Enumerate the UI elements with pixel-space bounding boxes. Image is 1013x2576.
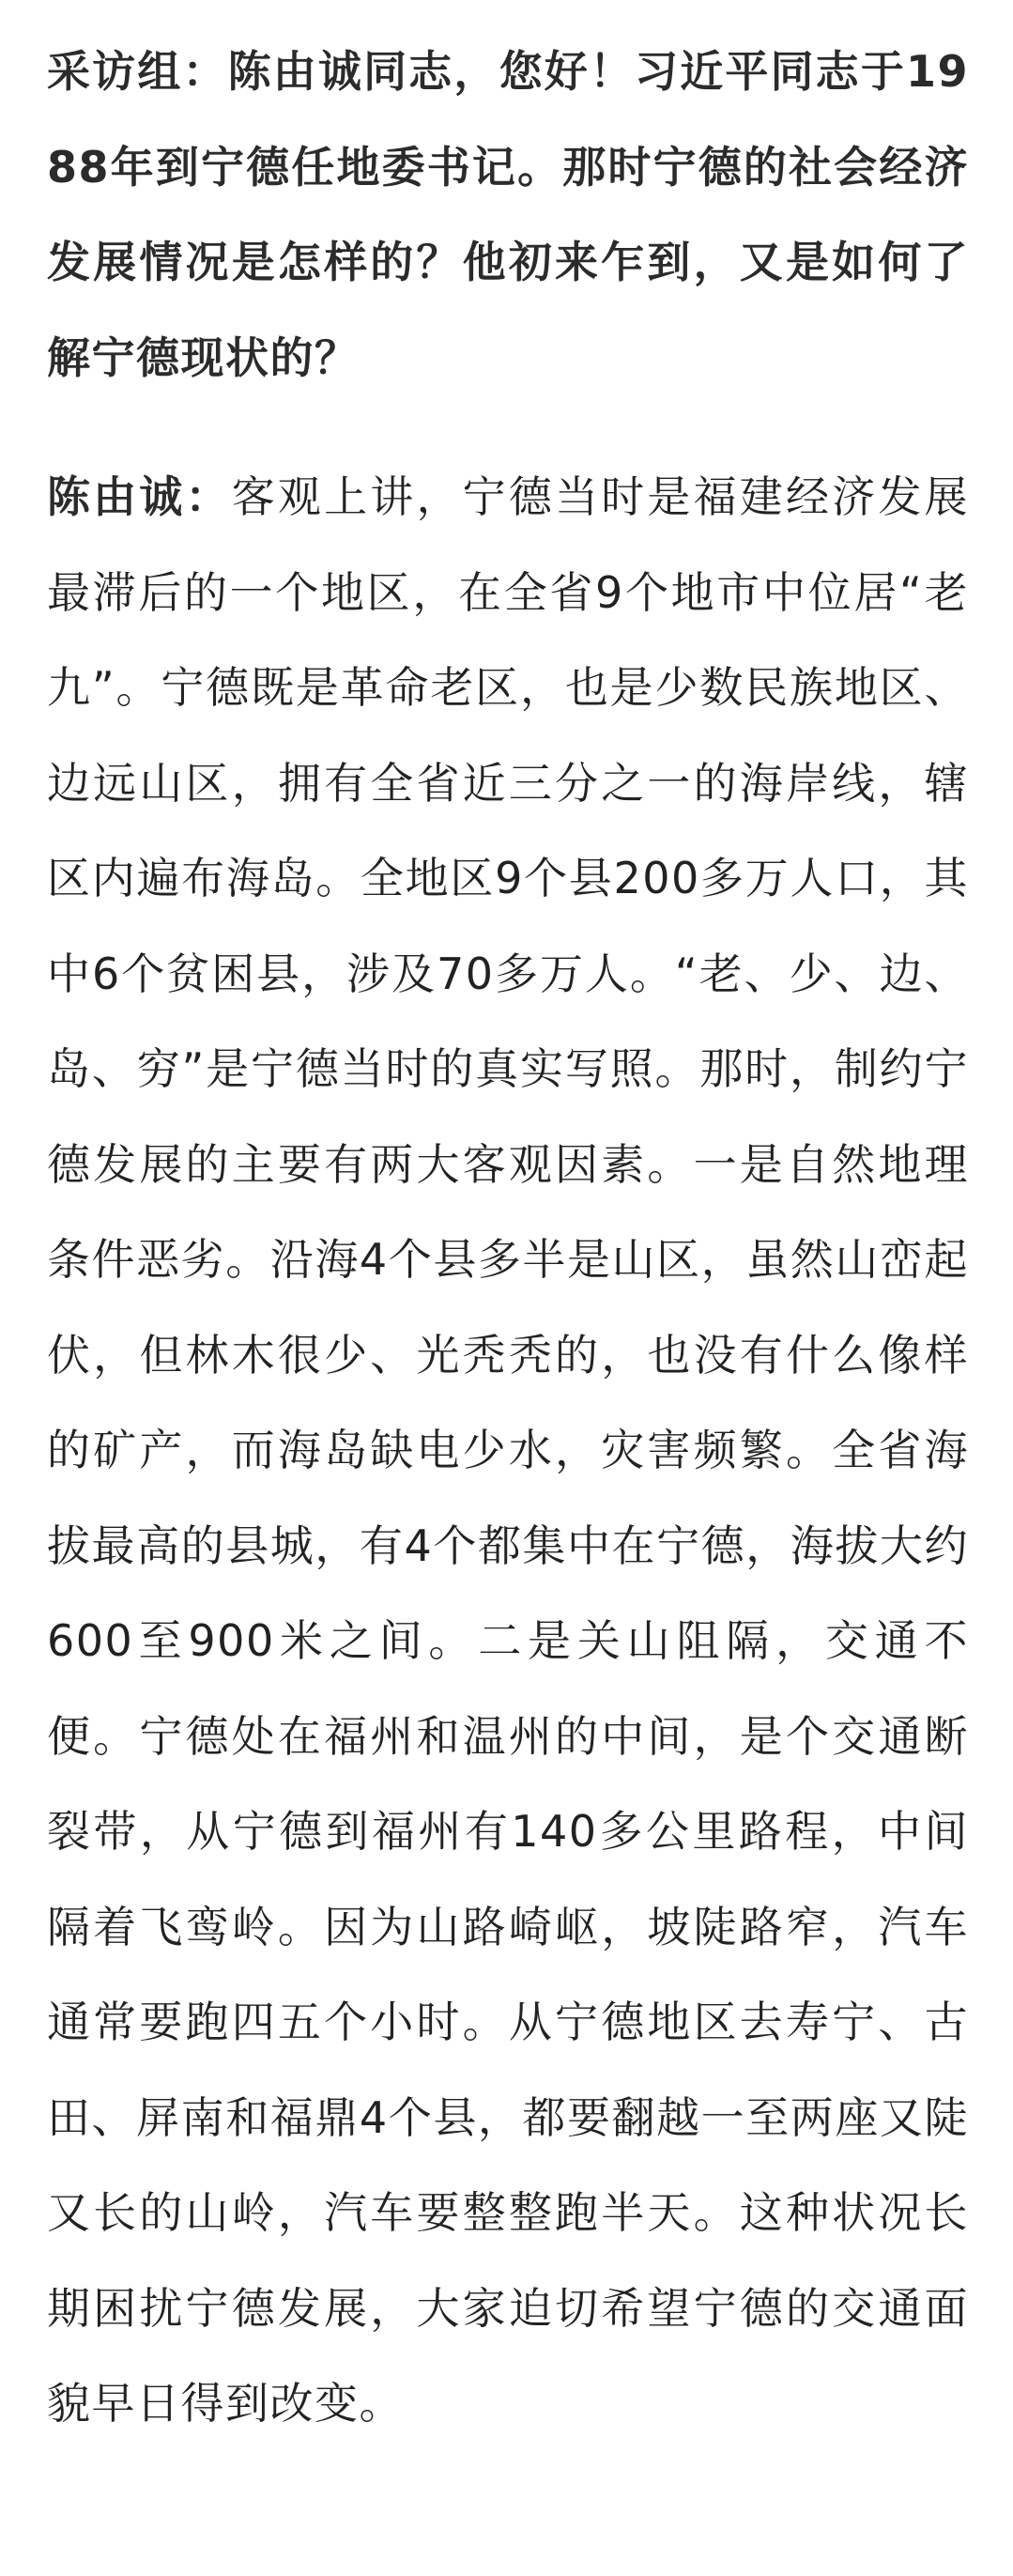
question-text: 陈由诚同志，您好！习近平同志于1988年到宁德任地委书记。那时宁德的社会经济发展情况是怎样的？他初来乍到，又是如何了解宁德现状的？	[47, 46, 970, 383]
article-body	[47, 24, 969, 2452]
answer-speaker: 陈由诚：	[47, 471, 232, 522]
question-speaker: 采访组：	[47, 46, 228, 97]
question-paragraph	[47, 24, 969, 406]
answer-text: 客观上讲，宁德当时是福建经济发展最滞后的一个地区，在全省9个地市中位居“老九”。宁德既是革命老区，也是少数民族地区、边远山区，拥有全省近三分之一的海岸线，辖区内遍布海岛。全地区9个县200多万人口，其中6个贫困县，涉及70多万人。“老、少、边、岛、穷”是宁德当时的真实写照。那时，制约宁德发展的主要有两大客观因素。一是自然地理条件恶劣。沿海4个县多半是山区，虽然山峦起伏，但林木很少、光秃秃的，也没有什么像样的矿产，而海岛缺电少水，灾害频繁。全省海拔最高的县城，有4个都集中在宁德，海拔大约600至900米之间。二是关山阻隔，交通不便。宁德处在福州和温州的中间，是个交通断裂带，从宁德到福州有140多公里路程，中间隔着飞鸾岭。因为山路崎岖，坡陡路窄，汽车通常要跑四五个小时。从宁德地区去寿宁、古田、屏南和福鼎4个县，都要翻越一至两座又陡又长的山岭，汽车要整整跑半天。这种状况长期困扰宁德发展，大家迫切希望宁德的交通面貌早日得到改变。	[47, 471, 970, 2429]
answer-paragraph	[47, 450, 969, 2452]
